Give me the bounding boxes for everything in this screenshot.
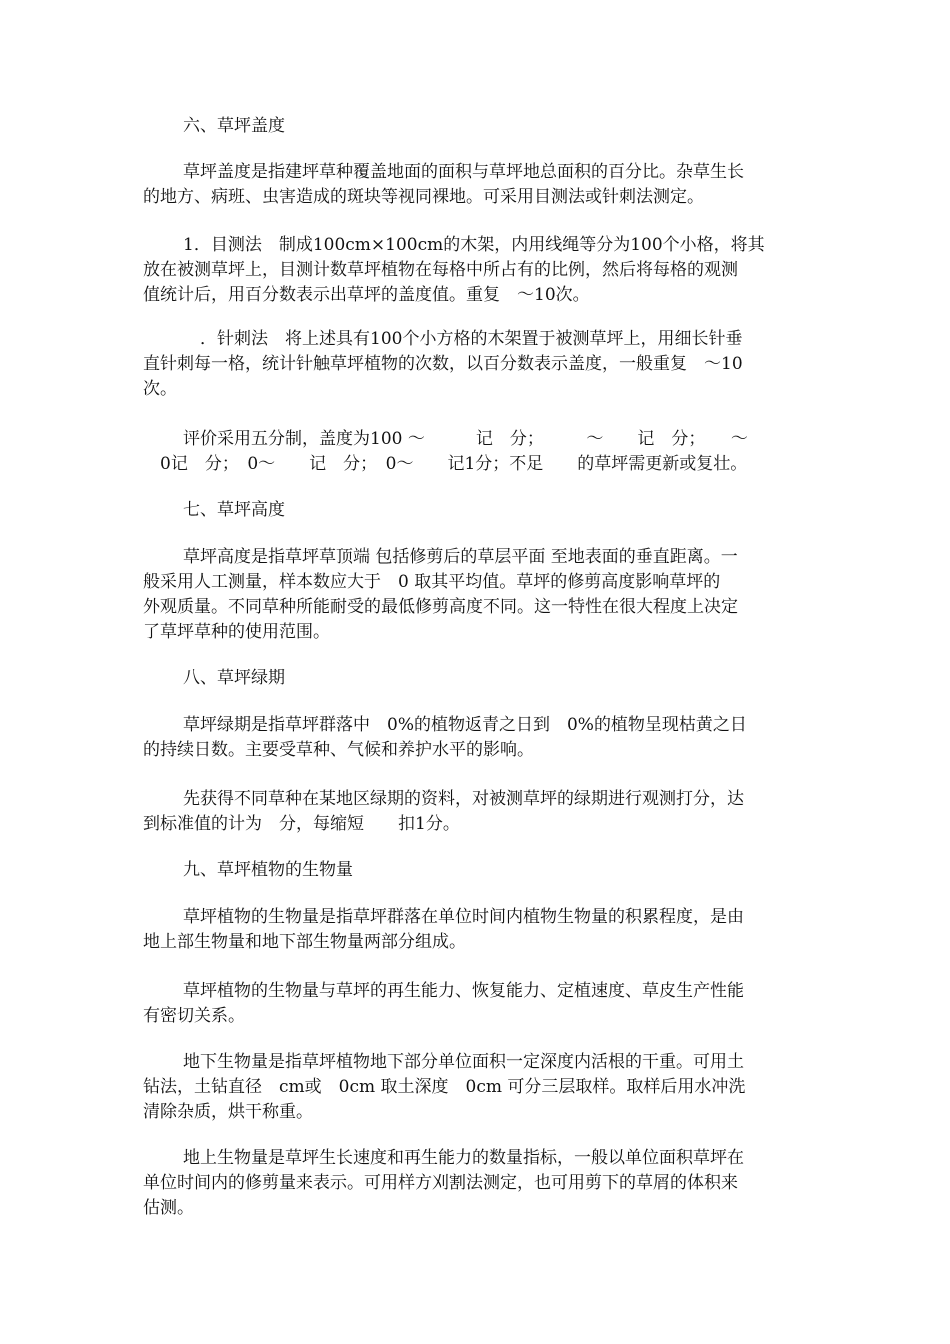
text-line: 草坪高度是指草坪草顶端 包括修剪后的草层平面 至地表面的垂直距离。一 [183, 547, 738, 567]
heading-text: 九、草坪植物的生物量 [183, 860, 353, 880]
text-line: 有密切关系。 [143, 1006, 245, 1026]
text-line: 般采用人工测量，样本数应大于 0 取其平均值。草坪的修剪高度影响草坪的 [143, 572, 721, 592]
text-line: 地上部生物量和地下部生物量两部分组成。 [143, 932, 466, 952]
section-6-paragraph-1 [143, 160, 808, 210]
text-line: 地上生物量是草坪生长速度和再生能力的数量指标，一般以单位面积草坪在 [183, 1148, 744, 1168]
section-7-heading [143, 498, 808, 523]
text-line: 外观质量。不同草种所能耐受的最低修剪高度不同。这一特性在很大程度上决定 [143, 597, 738, 617]
text-line: 了草坪草种的使用范围。 [143, 622, 330, 642]
text-line: 钻法，土钻直径 cm或 0cm 取土深度 0cm 可分三层取样。取样后用水冲洗 [143, 1077, 746, 1097]
text-line: 次。 [143, 379, 177, 399]
text-line: 放在被测草坪上，目测计数草坪植物在每格中所占有的比例，然后将每格的观测 [143, 260, 738, 280]
text-line: 单位时间内的修剪量来表示。可用样方刈割法测定，也可用剪下的草屑的体积来 [143, 1173, 738, 1193]
section-9-paragraph-4 [143, 1146, 808, 1221]
section-8-heading [143, 666, 808, 691]
text-line: 清除杂质，烘干称重。 [143, 1102, 313, 1122]
section-7-paragraph-1 [143, 545, 808, 645]
text-line: 估测。 [143, 1198, 194, 1218]
text-line: 草坪绿期是指草坪群落中 0%的植物返青之日到 0%的植物呈现枯黄之日 [183, 715, 747, 735]
text-line: 值统计后，用百分数表示出草坪的盖度值。重复 ～10次。 [143, 285, 590, 305]
section-6-paragraph-2 [143, 233, 808, 308]
text-line: 的持续日数。主要受草种、气候和养护水平的影响。 [143, 740, 534, 760]
text-line: 草坪盖度是指建坪草种覆盖地面的面积与草坪地总面积的百分比。杂草生长 [183, 162, 744, 182]
text-line: 直针刺每一格，统计针触草坪植物的次数，以百分数表示盖度，一般重复 ～10 [143, 354, 743, 374]
text-line: 评价采用五分制，盖度为100 ～ 记 分； ～ 记 分； ～ [183, 429, 748, 449]
section-8-paragraph-2 [143, 787, 808, 837]
text-line: 草坪植物的生物量是指草坪群落在单位时间内植物生物量的积累程度，是由 [183, 907, 744, 927]
heading-text: 六、草坪盖度 [183, 116, 285, 136]
heading-text: 七、草坪高度 [183, 500, 285, 520]
section-9-heading [143, 858, 808, 883]
text-line: 的地方、病班、虫害造成的斑块等视同裸地。可采用目测法或针刺法测定。 [143, 187, 704, 207]
text-line: 草坪植物的生物量与草坪的再生能力、恢复能力、定植速度、草皮生产性能 [183, 981, 744, 1001]
text-line: 1．目测法 制成100cm×100cm的木架，内用线绳等分为100个小格，将其 [183, 235, 765, 255]
section-6-paragraph-3 [143, 327, 808, 402]
text-line: 先获得不同草种在某地区绿期的资料，对被测草坪的绿期进行观测打分，达 [183, 789, 744, 809]
section-9-paragraph-2 [143, 979, 808, 1029]
section-9-paragraph-1 [143, 905, 808, 955]
text-line: 0记 分； 0～ 记 分； 0～ 记1分；不足 的草坪需更新或复壮。 [143, 454, 748, 474]
text-line: ．针刺法 将上述具有100个小方格的木架置于被测草坪上，用细长针垂 [183, 329, 743, 349]
section-6-paragraph-4 [143, 427, 808, 477]
text-line: 到标准值的计为 分，每缩短 扣1分。 [143, 814, 460, 834]
section-8-paragraph-1 [143, 713, 808, 763]
text-line: 地下生物量是指草坪植物地下部分单位面积一定深度内活根的干重。可用土 [183, 1052, 744, 1072]
section-9-paragraph-3 [143, 1050, 808, 1125]
heading-text: 八、草坪绿期 [183, 668, 285, 688]
section-6-heading [143, 114, 808, 139]
